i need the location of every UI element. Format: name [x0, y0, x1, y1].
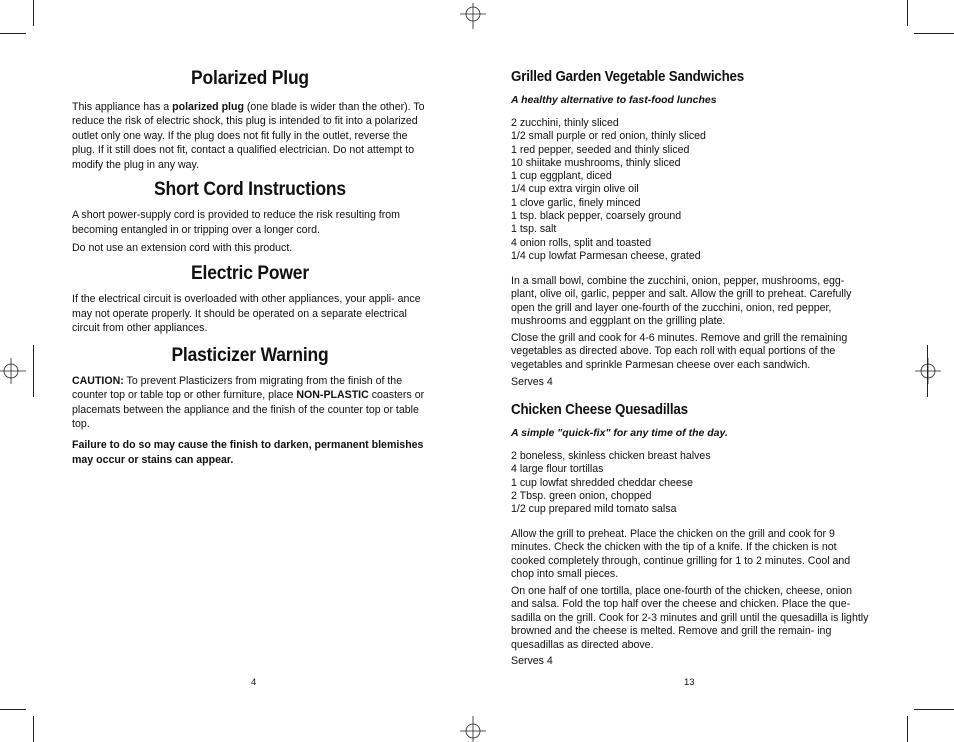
ingredient-item: 10 shiitake mushrooms, thinly sliced — [511, 156, 681, 169]
recipe-2-step-1: Allow the grill to preheat. Place the chicken on the grill and cook for 9 minutes. Check the chicken with the tip of a knife. If the chicken is not cooked completely through, continue grilling for 1 to 2 minutes. Cool and chop into small pieces. — [511, 528, 851, 581]
recipe-2-title: Chicken Cheese Quesadillas — [511, 402, 688, 418]
electric-power-heading: Electric Power — [191, 263, 309, 284]
registration-line-left — [33, 345, 34, 397]
ingredient-item: 2 zucchini, thinly sliced — [511, 117, 619, 129]
caution-label: CAUTION: — [72, 375, 124, 387]
ingredient-item: 1 clove garlic, finely minced — [511, 196, 641, 209]
right-page-number: 13 — [684, 677, 695, 688]
electric-power-text: If the electrical circuit is overloaded with other appliances, your appli- ance may not operate properly. It should be operated on a separate electrical circuit from other appliances. — [72, 293, 421, 335]
polarized-plug-heading: Polarized Plug — [191, 68, 309, 89]
ingredient-item: 2 Tbsp. green onion, chopped — [511, 489, 652, 502]
registration-mark-top — [460, 3, 486, 29]
registration-mark-right — [915, 358, 941, 384]
polarized-plug-bold: polarized plug — [172, 101, 244, 113]
crop-mark-top-right-h — [914, 33, 954, 34]
plasticizer-warning-text: Failure to do so may cause the finish to darken, permanent blemishes may occur or stains can appear. — [72, 439, 424, 466]
registration-line-right — [927, 345, 928, 397]
ingredient-item: 1 tsp. salt — [511, 223, 557, 236]
plasticizer-warning-heading: Plasticizer Warning — [171, 345, 329, 366]
recipe-2-subtitle: A simple "quick-fix" for any time of the day. — [511, 427, 728, 439]
ingredient-item: 1/2 cup prepared mild tomato salsa — [511, 503, 677, 516]
short-cord-text-1: A short power-supply cord is provided to reduce the risk resulting from becoming entangled in or tripping over a longer cord. — [72, 209, 400, 236]
crop-mark-top-left-h — [0, 33, 26, 34]
polarized-plug-text: This appliance has a polarized plug (one blade is wider than the other). To reduce the risk of electric shock, this plug is intended to fit into a polarized outlet only one way. If the plug does not fit fully in the outlet, reverse the plug. If it still does not fit, contact a qualified electrician. Do not attempt to modify the plug in any way. — [72, 101, 425, 171]
crop-mark-top-right-v — [907, 0, 908, 26]
crop-mark-bottom-right-h — [914, 709, 954, 710]
ingredient-item: 1/4 cup lowfat Parmesan cheese, grated — [511, 249, 701, 262]
ingredient-item: 1 cup eggplant, diced — [511, 170, 612, 183]
crop-mark-bottom-left-h — [0, 709, 26, 710]
registration-mark-left — [0, 358, 26, 384]
recipe-1-subtitle: A healthy alternative to fast-food lunches — [511, 94, 717, 106]
recipe-2-step-2: On one half of one tortilla, place one-fourth of the chicken, cheese, onion and salsa. Fold the top half over the cheese and chicken. Place the que- sadilla on the grill. Cook for 2-3 minutes and grill until the quesadilla is lightly browned and the cheese is melted. Remove and grill the remain- ing quesadillas as directed above. — [511, 585, 869, 651]
recipe-1-step-1: In a small bowl, combine the zucchini, onion, pepper, mushrooms, egg- plant, olive oil, garlic, pepper and salt. Allow the grill to preheat. Carefully open the grill and layer one-fourth of the zucchini, onion, red pepper, mushrooms and eggplant on the grilling plate. — [511, 275, 852, 328]
plasticizer-caution-text: CAUTION: To prevent Plasticizers from migrating from the finish of the counter top or table top or other furniture, place NON-PLASTIC coasters or placemats between the appliance and the finish of the counter top or table top. — [72, 375, 425, 431]
registration-mark-bottom — [460, 716, 486, 742]
recipe-1-ingredients — [511, 117, 871, 263]
short-cord-text-2: Do not use an extension cord with this product. — [72, 242, 293, 254]
recipe-2-serves: Serves 4 — [511, 655, 553, 667]
non-plastic-bold: NON-PLASTIC — [296, 389, 369, 402]
ingredient-item: 1/4 cup extra virgin olive oil — [511, 183, 639, 196]
ingredient-item: 1/2 small purple or red onion, thinly sliced — [511, 130, 706, 143]
recipe-1-title: Grilled Garden Vegetable Sandwiches — [511, 69, 745, 85]
recipe-2-ingredients — [511, 450, 871, 516]
left-page-number: 4 — [251, 677, 257, 688]
ingredient-item: 1 red pepper, seeded and thinly sliced — [511, 143, 690, 156]
ingredient-item: 4 onion rolls, split and toasted — [511, 236, 652, 249]
ingredient-item: 4 large flour tortillas — [511, 463, 604, 476]
recipe-1-step-2: Close the grill and cook for 4-6 minutes. Remove and grill the remaining vegetables as directed above. Top each roll with equal portions of the vegetables and sprinkle Parmesan cheese over each sandwich. — [511, 332, 848, 371]
recipe-1-serves: Serves 4 — [511, 376, 553, 388]
ingredient-item: 1 cup lowfat shredded cheddar cheese — [511, 476, 693, 489]
crop-mark-top-left-v — [33, 0, 34, 26]
ingredient-item: 2 boneless, skinless chicken breast halves — [511, 450, 711, 462]
crop-mark-bottom-left-v — [33, 716, 34, 742]
crop-mark-bottom-right-v — [907, 716, 908, 742]
short-cord-heading: Short Cord Instructions — [154, 179, 346, 200]
ingredient-item: 1 tsp. black pepper, coarsely ground — [511, 210, 682, 223]
